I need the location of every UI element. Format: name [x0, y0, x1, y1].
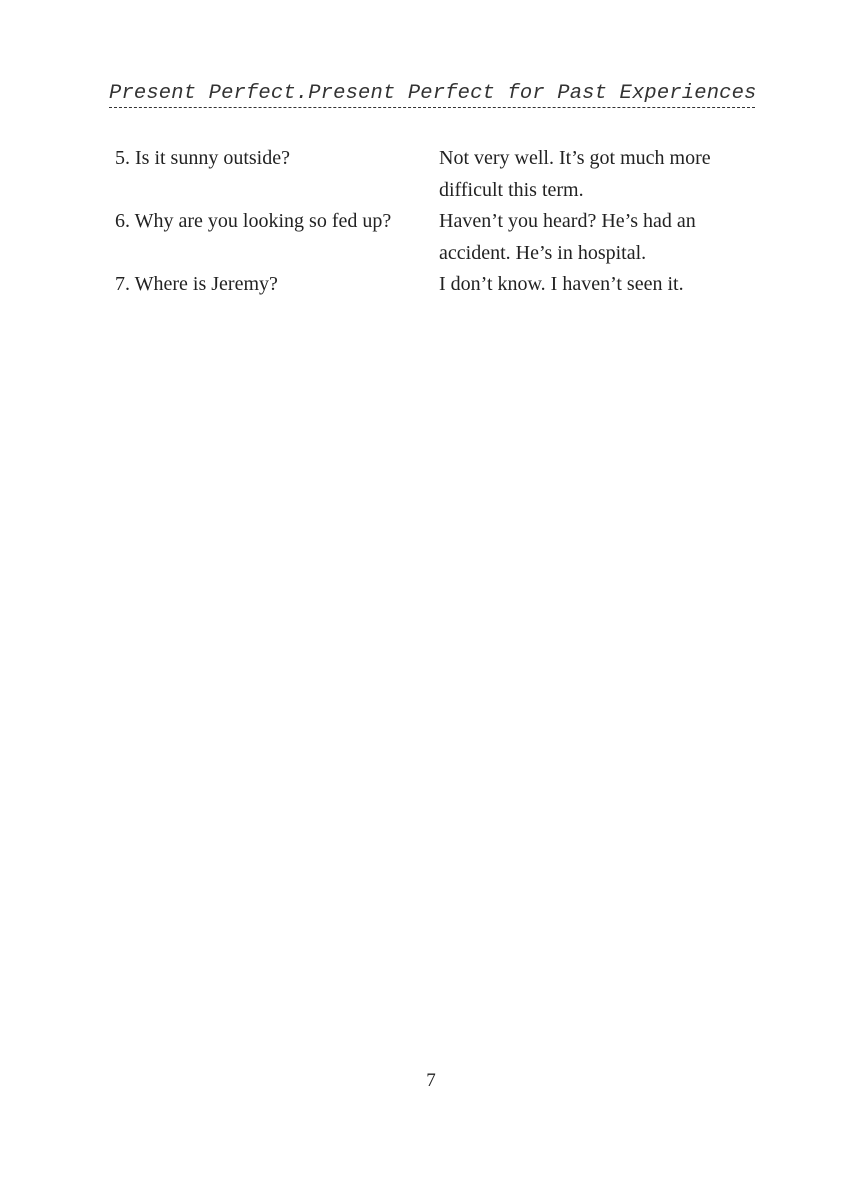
question-answer-row — [115, 206, 755, 269]
question-answer-list — [115, 143, 755, 301]
answer-text: Not very well. It’s got much more difficult this term. — [439, 147, 711, 201]
question-answer-row — [115, 143, 755, 206]
answer-text: Haven’t you heard? He’s had an accident. He’s in hospital. — [439, 210, 696, 264]
page-number: 7 — [426, 1070, 436, 1091]
question-text: 7. Where is Jeremy? — [115, 273, 278, 295]
question-text: 5. Is it sunny outside? — [115, 147, 290, 169]
answer-text: I don’t know. I haven’t seen it. — [439, 273, 684, 295]
question-text: 6. Why are you looking so fed up? — [115, 210, 392, 232]
question-answer-row — [115, 269, 755, 301]
running-header-title: Present Perfect.Present Perfect for Past Experiences — [109, 82, 755, 108]
